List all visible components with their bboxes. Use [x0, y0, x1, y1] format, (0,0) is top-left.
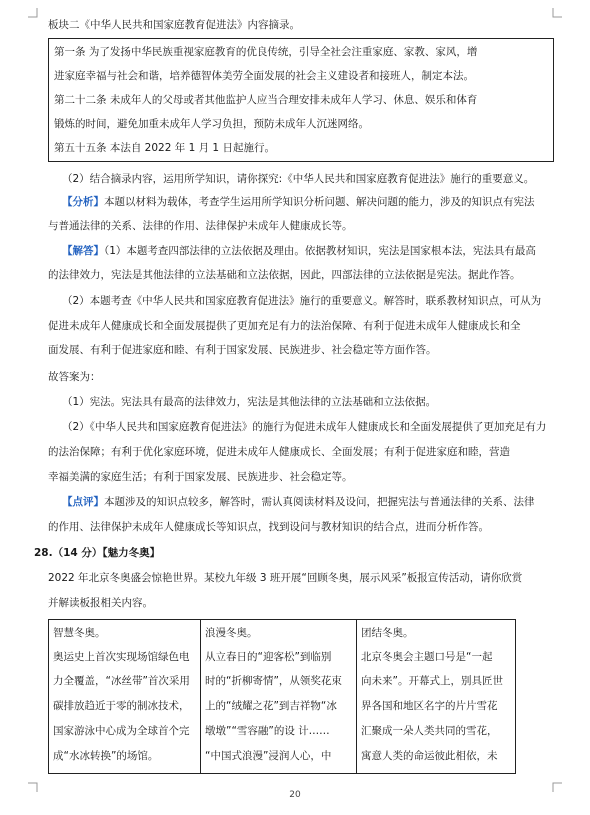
board-cell-line: 从立春日的“迎客松”到临别 — [205, 651, 332, 663]
board-column-smart — [49, 620, 201, 773]
section-header-text: 板块二《中华人民共和国家庭教育促进法》内容摘录。 — [48, 19, 300, 31]
law-line: 第五十五条 本法自 2022 年 1 月 1 日起施行。 — [54, 142, 275, 154]
question-28-line: 2022 年北京冬奥盛会惊艳世界。某校九年级 3 班开展“回顾冬奥，展示风采”板报宣传活动，请你欣赏 — [48, 572, 523, 584]
answer-line: 幸福美满的家庭生活；有利于国家发展、民族进步、社会稳定等。 — [48, 471, 353, 483]
solution-line: （2）本题考查《中华人民共和国家庭教育促进法》施行的重要意义。解答时，联系教材知识点，可从为 — [62, 295, 542, 307]
law-line: 进家庭幸福与社会和谐，培养德智体美劳全面发展的社会主义建设者和接班人，制定本法。 — [54, 70, 474, 82]
solution-line: 促进未成年人健康成长和全面发展提供了更加充足有力的法治保障、有利于促进未成年人健康成长和全 — [48, 320, 521, 332]
question-2: （2）结合摘录内容，运用所学知识，请你探究:《中华人民共和国家庭教育促进法》施行的重要意义。 — [62, 173, 535, 185]
comment-tag: 【点评】 — [62, 496, 104, 508]
comment-text: 本题涉及的知识点较多，解答时，需认真阅读材料及设问，把握宪法与普通法律的关系、法律 — [104, 496, 535, 508]
board-cell-line: “中国式浪漫”浸润人心，中 — [205, 750, 332, 762]
law-line: 锻炼的时间，避免加重未成年人学习负担，预防未成年人沉迷网络。 — [54, 118, 369, 130]
board-cell-line: 向未来”。开幕式上，别具匠世 — [361, 675, 503, 687]
board-column-unity — [357, 620, 515, 773]
law-line: 第一条 为了发扬中华民族重视家庭教育的优良传统，引导全社会注重家庭、家教、家风，增 — [54, 46, 478, 58]
board-table — [48, 619, 516, 774]
board-cell-title: 团结冬奥。 — [361, 627, 414, 639]
comment-line — [62, 495, 550, 509]
analysis-text: 本题以材料为载体，考查学生运用所学知识分析问题、解决问题的能力，涉及的知识点有宪法 — [104, 196, 535, 208]
answer-intro: 故答案为： — [48, 371, 101, 383]
solution-line: 的法律效力，宪法是其他法律的立法基础和立法依据，因此，四部法律的立法依据是宪法。据此作答。 — [48, 269, 521, 281]
board-cell-line: 奥运史上首次实现场馆绿色电 — [53, 651, 190, 663]
board-cell-line: 国家游泳中心成为全球首个完 — [53, 725, 190, 737]
board-cell-title: 智慧冬奥。 — [53, 627, 106, 639]
question-28-title: 28.（14 分）【魅力冬奥】 — [34, 547, 161, 559]
analysis-line — [62, 195, 550, 209]
law-line: 第二十二条 未成年人的父母或者其他监护人应当合理安排未成年人学习、休息、娱乐和体育 — [54, 94, 478, 106]
answer-line: 的法治保障；有利于优化家庭环境，促进未成年人健康成长、全面发展；有利于促进家庭和睦，营造 — [48, 446, 510, 458]
board-cell-line: 汇聚成一朵人类共同的雪花， — [361, 725, 498, 737]
board-cell-line: 墩墩”“雪容融”的设 计…… — [205, 725, 330, 737]
board-cell-line: 上的“绒耀之花”到吉祥物“冰 — [205, 700, 337, 712]
solution-line — [62, 244, 550, 258]
analysis-tag: 【分析】 — [62, 196, 104, 208]
board-cell-line: 碳排放趋近于零的制冰技术， — [53, 700, 190, 712]
solution-tag: 【解答】 — [62, 245, 104, 257]
solution-line: 面发展、有利于促进家庭和睦、有利于国家发展、民族进步、社会稳定等方面作答。 — [48, 344, 437, 356]
board-cell-line: 北京冬奥会主题口号是“一起 — [361, 651, 493, 663]
corner-mark-icon — [28, 8, 38, 18]
board-cell-line: 寓意人类的命运彼此相依，未 — [361, 750, 498, 762]
solution-text: （1）本题考查四部法律的立法依据及理由。依据教材知识，宪法是国家根本法，宪法具有最高 — [104, 245, 536, 257]
board-cell-line: 力全覆盖，“冰丝带”首次采用 — [53, 675, 190, 687]
comment-line: 的作用、法律保护未成年人健康成长等知识点，找到设问与教材知识的结合点，进而分析作答。 — [48, 521, 489, 533]
answer-line: （1）宪法。宪法具有最高的法律效力，宪法是其他法律的立法基础和立法依据。 — [62, 396, 437, 408]
question-28-line: 并解读板报相关内容。 — [48, 597, 153, 609]
board-cell-title: 浪漫冬奥。 — [205, 627, 258, 639]
board-cell-line: 时的“折柳寄情”，从领奖花束 — [205, 675, 342, 687]
board-column-romantic — [201, 620, 357, 773]
law-excerpt-box — [48, 38, 554, 162]
corner-mark-icon — [552, 8, 562, 18]
board-cell-line: 界各国和地区名字的片片雪花 — [361, 700, 498, 712]
board-cell-line: 成“水冰转换”的场馆。 — [53, 750, 159, 762]
analysis-line: 与普通法律的关系、法律的作用、法律保护未成年人健康成长等。 — [48, 220, 353, 232]
section-header — [48, 17, 300, 32]
page-number: 20 — [289, 790, 301, 800]
answer-line: （2）《中华人民共和国家庭教育促进法》的施行为促进未成年人健康成长和全面发展提供了更加充足有力 — [62, 421, 547, 433]
